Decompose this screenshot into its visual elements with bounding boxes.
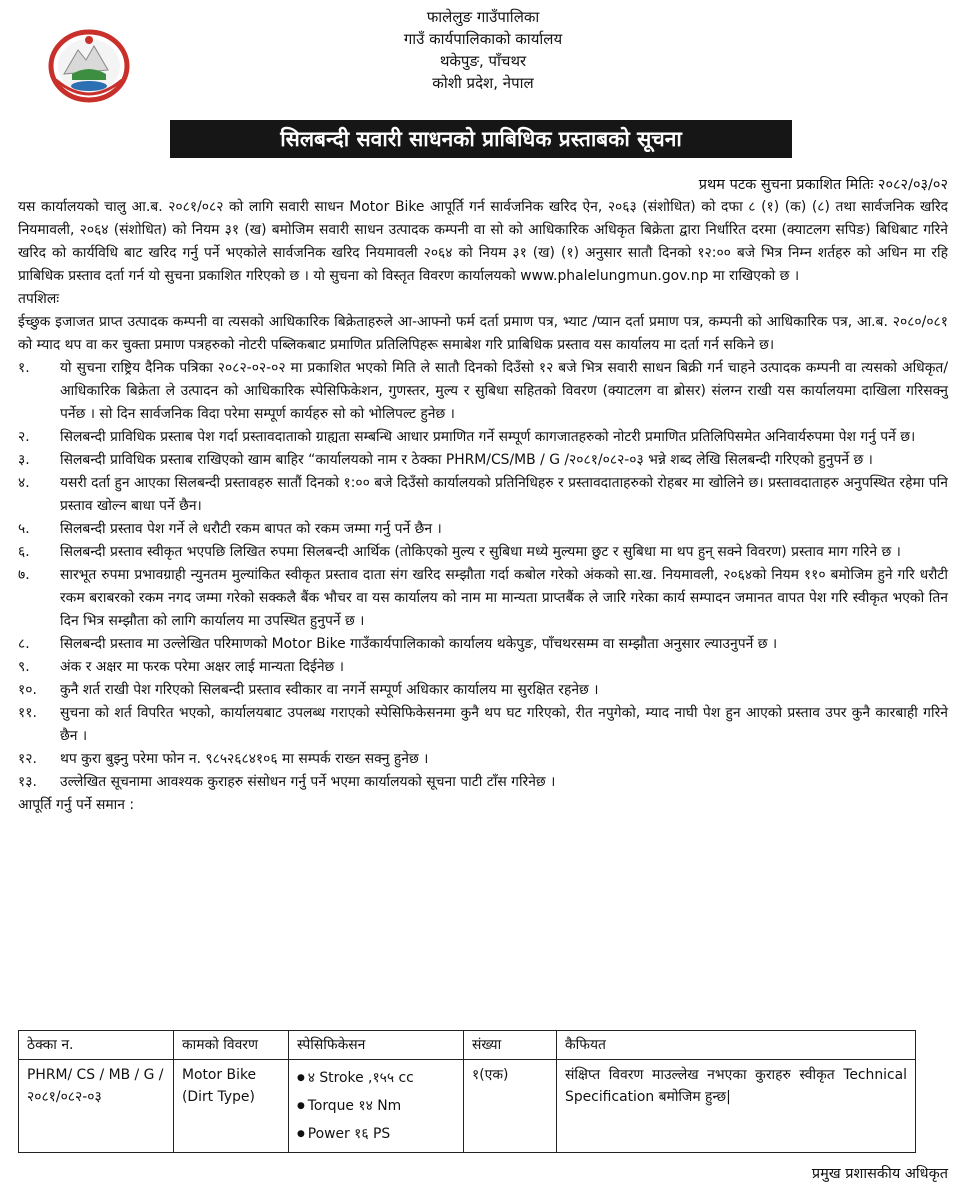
- intro-paragraph: यस कार्यालयको चालु आ.ब. २०८१/०८२ को लागि सवारी साधन Motor Bike आपूर्ति गर्न सार्वजनिक खरिद ऐन, २०६३ (संशोधित) को दफा ८ (१) (क) (८) तथा सार्वजनिक खरिद नियमावली, २०६४ (संशोधित) को नियम ३१ (ख) बमोजिम सवारी साधन उत्पादक कम्पनी वा सो को आधिकारिक अधिकृत बिक्रेता द्वारा निर्धारित दरमा (क्याटलग सपिङ) बिधिबाट गरिने खरिद को कार्यविधि बाट खरिद गर्नु पर्ने भएकोले सार्वजनिक खरिद नियमावली २०६४ को नियम ३१ (ख) (१) अनुसार सातौ दिनको १२:०० बजे भित्र निम्न शर्तहरु को अधिन मा रहि प्राबिधिक प्रस्ताव दर्ता गर्न यो सुचना प्रकाशित गरिएको छ । यो सुचना को विस्तृत विवरण कार्यालयको www.phalelungmun.gov.np मा राखिएको छ ।: [18, 199, 948, 284]
- list-item: [18, 748, 948, 771]
- clause-number: १०.: [18, 682, 37, 698]
- clause-number: १.: [18, 360, 30, 376]
- notice-title: सिलबन्दी सवारी साधनको प्राबिधिक प्रस्ताबको सूचना: [170, 120, 792, 158]
- eligibility-paragraph: ईच्छुक इजाजत प्राप्त उत्पादक कम्पनी वा त्यसको आधिकारिक बिक्रेताहरुले आ-आफ्नो फर्म दर्ता प्रमाण पत्र, भ्याट /प्यान दर्ता प्रमाण पत्र, कम्पनी को आधिकारिक पत्र, आ.ब. २०८०/०८१ को म्याद थप वा कर चुक्ता प्रमाण पत्रहरुको नोटरी पब्लिकबाट प्रमाणित प्रतिलिपिहरू समाबेश गरि प्राबिधिक प्रस्ताव यस कार्यालय मा दर्ता गर्न सकिने छ।: [18, 314, 948, 353]
- clause-text: थप कुरा बुझ्नु परेमा फोन न. ९८५२६८४१०६ मा सम्पर्क राख्न सक्नु हुनेछ ।: [60, 751, 429, 767]
- clause-text: अंक र अक्षर मा फरक परेमा अक्षर लाई मान्यता दिईनेछ ।: [60, 659, 344, 675]
- header-work: कामको विवरण: [174, 1031, 289, 1060]
- clause-text: यसरी दर्ता हुन आएका सिलबन्दी प्रस्तावहरु सातौं दिनको १:०० बजे दिउँसो कार्यालयको प्रतिनिधिहरु र प्रस्तावदाताहरुको रोहबर मा खोलिने छ। प्रस्तावदाताहरु अनुपस्थित रहेमा पनि प्रस्ताव खोल्न बाधा पर्ने छैन।: [60, 475, 948, 514]
- list-item: [18, 426, 948, 449]
- office-header: [0, 6, 966, 94]
- tapasil-label: तपशिलः: [18, 291, 60, 307]
- publish-date: प्रथम पटक सुचना प्रकाशित मितिः २०८२/०३/०२: [698, 177, 948, 193]
- clause-number: ३.: [18, 452, 30, 468]
- supply-table: [18, 1030, 916, 1153]
- list-item: [18, 702, 948, 748]
- cell-quantity: १(एक): [464, 1060, 557, 1153]
- cell-contract-no: PHRM/ CS / MB / G /२०८१/०८२-०३: [19, 1060, 174, 1153]
- supply-label: आपूर्ति गर्नु पर्ने समान :: [18, 797, 135, 813]
- clause-text: सिलबन्दी प्राविधिक प्रस्ताब राखिएको खाम बाहिर “कार्यालयको नाम र ठेक्का PHRM/CS/MB / G /२०८१/०८२-०३ भन्ने शब्द लेखि सिलबन्दी गरिएको हुनुपर्ने छ ।: [60, 452, 873, 468]
- cell-remarks: संक्षिप्त विवरण माउल्लेख नभएका कुराहरु स्वीकृत Technical Specification बमोजिम हुन्छ|: [557, 1060, 916, 1153]
- clause-number: ८.: [18, 636, 30, 652]
- clause-text: सिलबन्दी प्रस्ताव मा उल्लेखित परिमाणको Motor Bike गाउँकार्यपालिकाको कार्यालय थकेपुङ, पाँचथरसम्म वा सम्झौता अनुसार ल्याउनुपर्ने छ ।: [60, 636, 778, 652]
- header-contract-no: ठेक्का न.: [19, 1031, 174, 1060]
- clause-number: १२.: [18, 751, 37, 767]
- clause-number: ५.: [18, 521, 30, 537]
- list-item: [18, 357, 948, 426]
- clause-text: सिलबन्दी प्रस्ताव पेश गर्ने ले धरौटी रकम बापत को रकम जम्मा गर्नु पर्ने छैन ।: [60, 521, 442, 537]
- clause-number: ९.: [18, 659, 30, 675]
- spec-item: ● Power १६ PS: [297, 1120, 455, 1148]
- notice-body: [18, 196, 948, 817]
- clause-text: उल्लेखित सूचनामा आवश्यक कुराहरु संसोधन गर्नु पर्ने भएमा कार्यालयको सूचना पाटी टाँस गरिनेछ ।: [60, 774, 556, 790]
- conditions-list: [18, 357, 948, 794]
- spec-list: [297, 1064, 455, 1148]
- list-item: [18, 541, 948, 564]
- list-item: [18, 472, 948, 518]
- header-remarks: कैफियत: [557, 1031, 916, 1060]
- clause-text: सिलबन्दी प्राविधिक प्रस्ताब पेश गर्दा प्रस्तावदाताको ग्राह्यता सम्बन्धि आधार प्रमाणित गर्ने सम्पूर्ण कागजातहरुको नोटरी प्रमाणित प्रतिलिपिसमेत अनिवार्यरुपमा पेश गर्नु पर्ने छ।: [60, 429, 916, 445]
- province-country: कोशी प्रदेश, नेपाल: [432, 74, 534, 92]
- spec-item: ● ४ Stroke ,१५५ cc: [297, 1064, 455, 1092]
- header-spec: स्पेसिफिकेसन: [289, 1031, 464, 1060]
- list-item: [18, 564, 948, 633]
- clause-number: ६.: [18, 544, 30, 560]
- nepal-emblem-icon: [48, 28, 130, 104]
- clause-text: सारभूत रुपमा प्रभावग्राही न्युनतम मुल्यांकित स्वीकृत प्रस्ताव दाता संग खरिद सम्झौता गर्दा कबोल गरेको अंकको सा.ख. नियमावली, २०६४को नियम ११० बमोजिम हुने गरि धरौटी रकम बराबरको रकम नगद जम्मा गरेको सक्कलै बैंक भौचर वा यस कार्यालय को नाम मा मान्यता प्राप्तबैंक ले जारि गरेका कार्य सम्पादन जमानत वापत पेश गरि स्वीकृत भएको तिन दिन भित्र सम्झौता को लागि कार्यालय मा उपस्थित हुनुपर्ने छ ।: [60, 567, 948, 629]
- clause-text: सिलबन्दी प्रस्ताव स्वीकृत भएपछि लिखित रुपमा सिलबन्दी आर्थिक (तोकिएको मुल्य र सुबिधा मध्ये मुल्यमा छुट र सुबिधा मा थप हुन् सक्ने विवरण) प्रस्ताव माग गरिने छ ।: [60, 544, 901, 560]
- clause-number: १३.: [18, 774, 37, 790]
- list-item: [18, 633, 948, 656]
- office-location: थकेपुङ, पाँचथर: [439, 52, 527, 70]
- list-item: [18, 771, 948, 794]
- clause-number: ४.: [18, 475, 30, 491]
- list-item: [18, 679, 948, 702]
- list-item: [18, 449, 948, 472]
- signatory-title: प्रमुख प्रशासकीय अधिकृत: [811, 1166, 948, 1182]
- municipality-name: फालेलुङ गाउँपालिका: [426, 8, 540, 26]
- spec-item: ● Torque १४ Nm: [297, 1092, 455, 1120]
- cell-specs: [289, 1060, 464, 1153]
- list-item: [18, 518, 948, 541]
- clause-number: २.: [18, 429, 30, 445]
- clause-number: ७.: [18, 567, 30, 583]
- list-item: [18, 656, 948, 679]
- office-name: गाउँ कार्यपालिकाको कार्यालय: [403, 30, 563, 48]
- table-row: [19, 1060, 916, 1153]
- clause-number: ११.: [18, 705, 37, 721]
- clause-text: यो सुचना राष्ट्रिय दैनिक पत्रिका २०८२-०२-०२ मा प्रकाशित भएको मिति ले सातौ दिनको दिउँसो १२ बजे भित्र सवारी साधन बिक्री गर्न चाहने उत्पादक कम्पनी वा त्यसको अधिकृत/आधिकारिक बिक्रेता ले उत्पादन को आधिकारिक स्पेसिफिकेशन, गुणस्तर, मुल्य र सुबिधा सहितको विवरण (क्याटलग वा ब्रोसर) संलग्न राखी यस कार्यालयमा दाखिला गरिसक्नु पर्नेछ । सो दिन सार्वजनिक विदा परेमा सम्पूर्ण कार्यहरु सो को भोलिपल्ट हुनेछ ।: [60, 360, 948, 422]
- clause-text: कुनै शर्त राखी पेश गरिएको सिलबन्दी प्रस्ताव स्वीकार वा नगर्ने सम्पूर्ण अधिकार कार्यालय मा सुरक्षित रहनेछ ।: [60, 682, 599, 698]
- table-header-row: [19, 1031, 916, 1060]
- header-quantity: संख्या: [464, 1031, 557, 1060]
- cell-work: Motor Bike (Dirt Type): [174, 1060, 289, 1153]
- clause-text: सुचना को शर्त विपरित भएको, कार्यालयबाट उपलब्ध गराएको स्पेसिफिकेसनमा कुनै थप घट गरिएको, रीत नपुगेको, म्याद नाघी पेश हुन आएको प्रस्ताव उपर कुनै कारबाही गरिने छैन ।: [60, 705, 948, 744]
